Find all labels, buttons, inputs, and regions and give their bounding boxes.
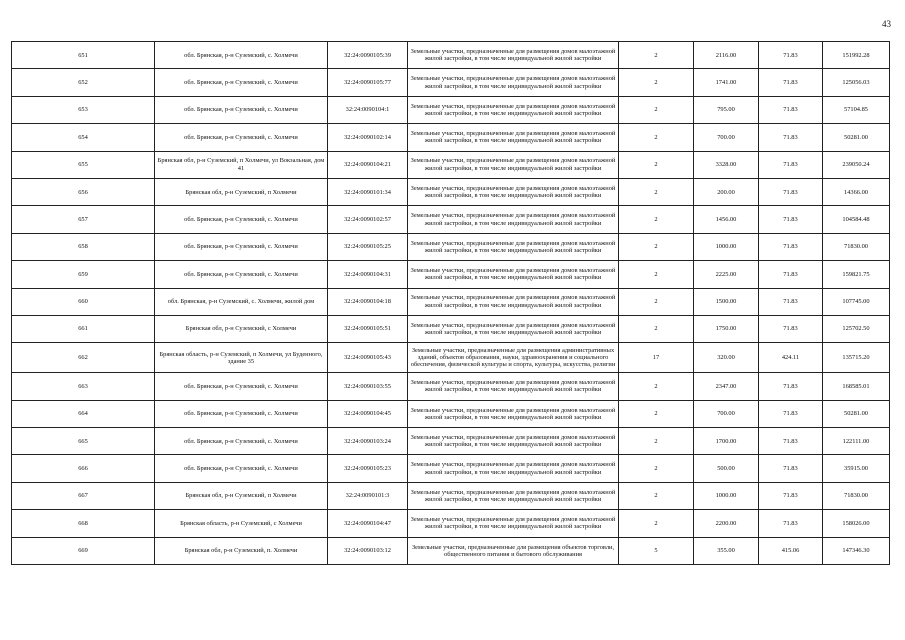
group-cell: 2	[619, 151, 694, 178]
group-cell: 2	[619, 233, 694, 260]
cadastral-value-cell: 107745.00	[823, 288, 890, 315]
row-number-cell: 668	[12, 510, 155, 537]
area-cell: 1456.00	[694, 206, 759, 233]
cadastral-value-cell: 14366.00	[823, 178, 890, 205]
group-cell: 2	[619, 315, 694, 342]
address-cell: Брянская область, р-н Суземский, с Холмечи	[155, 510, 328, 537]
row-number-cell: 653	[12, 96, 155, 123]
specific-value-cell: 71.83	[759, 124, 823, 151]
area-cell: 795.00	[694, 96, 759, 123]
area-cell: 2200.00	[694, 510, 759, 537]
address-cell: обл. Брянская, р-н Суземский, с. Холмечи	[155, 261, 328, 288]
group-cell: 2	[619, 69, 694, 96]
land-purpose-cell: Земельные участки, предназначенные для размещения домов малоэтажной жилой застройки, в том числе индивидуальной жилой застройки	[408, 233, 619, 260]
specific-value-cell: 71.83	[759, 510, 823, 537]
land-purpose-cell: Земельные участки, предназначенные для размещения домов малоэтажной жилой застройки, в том числе индивидуальной жилой застройки	[408, 151, 619, 178]
land-purpose-cell: Земельные участки, предназначенные для размещения домов малоэтажной жилой застройки, в том числе индивидуальной жилой застройки	[408, 206, 619, 233]
table-row	[12, 42, 890, 69]
specific-value-cell: 71.83	[759, 151, 823, 178]
land-purpose-cell: Земельные участки, предназначенные для размещения домов малоэтажной жилой застройки, в том числе индивидуальной жилой застройки	[408, 482, 619, 509]
table-row	[12, 428, 890, 455]
address-cell: Брянская обл, р-н Суземский, п. Холмечи	[155, 537, 328, 564]
address-cell: обл. Брянская, р-н Суземский, с. Холмечи	[155, 69, 328, 96]
group-cell: 2	[619, 288, 694, 315]
cadastral-value-cell: 71830.00	[823, 482, 890, 509]
address-cell: Брянская обл, р-н Суземский, п Холмечи	[155, 482, 328, 509]
cadastral-number-cell: 32:24:0090104:21	[328, 151, 408, 178]
table-row	[12, 343, 890, 373]
cadastral-value-cell: 239050.24	[823, 151, 890, 178]
group-cell: 2	[619, 428, 694, 455]
area-cell: 3328.00	[694, 151, 759, 178]
table-body	[12, 42, 890, 565]
cadastral-number-cell: 32:24:0090102:57	[328, 206, 408, 233]
area-cell: 2116.00	[694, 42, 759, 69]
table-row	[12, 400, 890, 427]
cadastral-value-cell: 135715.20	[823, 343, 890, 373]
cadastral-value-cell: 35915.00	[823, 455, 890, 482]
specific-value-cell: 424.11	[759, 343, 823, 373]
address-cell: Брянская обл, р-н Суземский, с Холмечи	[155, 315, 328, 342]
row-number-cell: 654	[12, 124, 155, 151]
row-number-cell: 662	[12, 343, 155, 373]
address-cell: Брянская область, р-н Суземский, п Холмечи, ул Буденного, здание 35	[155, 343, 328, 373]
area-cell: 1741.00	[694, 69, 759, 96]
group-cell: 2	[619, 400, 694, 427]
cadastral-number-cell: 32:24:0090104:45	[328, 400, 408, 427]
page-number: 43	[882, 19, 891, 29]
cadastral-number-cell: 32:24:0090103:24	[328, 428, 408, 455]
table-row	[12, 455, 890, 482]
land-purpose-cell: Земельные участки, предназначенные для размещения домов малоэтажной жилой застройки, в том числе индивидуальной жилой застройки	[408, 428, 619, 455]
cadastral-value-cell: 147346.30	[823, 537, 890, 564]
area-cell: 700.00	[694, 124, 759, 151]
row-number-cell: 655	[12, 151, 155, 178]
row-number-cell: 665	[12, 428, 155, 455]
land-purpose-cell: Земельные участки, предназначенные для размещения домов малоэтажной жилой застройки, в том числе индивидуальной жилой застройки	[408, 42, 619, 69]
cadastral-value-cell: 71830.00	[823, 233, 890, 260]
table-row	[12, 69, 890, 96]
specific-value-cell: 71.83	[759, 373, 823, 400]
cadastral-value-cell: 159821.75	[823, 261, 890, 288]
cadastral-number-cell: 32:24:0090105:23	[328, 455, 408, 482]
group-cell: 2	[619, 373, 694, 400]
land-purpose-cell: Земельные участки, предназначенные для размещения домов малоэтажной жилой застройки, в том числе индивидуальной жилой застройки	[408, 510, 619, 537]
group-cell: 2	[619, 124, 694, 151]
address-cell: обл. Брянская, р-н Суземский, с. Холмечи	[155, 455, 328, 482]
cadastral-number-cell: 32:24:0090105:51	[328, 315, 408, 342]
address-cell: обл. Брянская, р-н Суземский, с. Холмечи	[155, 96, 328, 123]
cadastral-number-cell: 32:24:0090103:12	[328, 537, 408, 564]
table-row	[12, 96, 890, 123]
cadastral-value-cell: 168585.01	[823, 373, 890, 400]
cadastral-value-table	[11, 41, 890, 565]
land-purpose-cell: Земельные участки, предназначенные для размещения домов малоэтажной жилой застройки, в том числе индивидуальной жилой застройки	[408, 178, 619, 205]
cadastral-value-cell: 104584.48	[823, 206, 890, 233]
table-row	[12, 261, 890, 288]
cadastral-value-cell: 125702.50	[823, 315, 890, 342]
cadastral-value-cell: 50281.00	[823, 124, 890, 151]
cadastral-number-cell: 32:24:0090105:43	[328, 343, 408, 373]
row-number-cell: 666	[12, 455, 155, 482]
cadastral-number-cell: 32:24:0090104:47	[328, 510, 408, 537]
table-row	[12, 482, 890, 509]
address-cell: Брянская обл, р-н Суземский, п Холмечи	[155, 178, 328, 205]
cadastral-number-cell: 32:24:0090105:77	[328, 69, 408, 96]
cadastral-value-cell: 158026.00	[823, 510, 890, 537]
address-cell: обл. Брянская, р-н Суземский, с. Холмечи	[155, 206, 328, 233]
table-row	[12, 537, 890, 564]
specific-value-cell: 415.06	[759, 537, 823, 564]
land-purpose-cell: Земельные участки, предназначенные для размещения домов малоэтажной жилой застройки, в том числе индивидуальной жилой застройки	[408, 96, 619, 123]
row-number-cell: 660	[12, 288, 155, 315]
area-cell: 320.00	[694, 343, 759, 373]
address-cell: обл. Брянская, р-н Суземский, с. Холмечи	[155, 233, 328, 260]
group-cell: 5	[619, 537, 694, 564]
table-row	[12, 151, 890, 178]
row-number-cell: 667	[12, 482, 155, 509]
area-cell: 355.00	[694, 537, 759, 564]
address-cell: обл. Брянская, р-н Суземский, с. Холмечи	[155, 373, 328, 400]
address-cell: Брянская обл, р-н Суземский, п Холмечи, ул Вокзальная, дом 41	[155, 151, 328, 178]
area-cell: 1750.00	[694, 315, 759, 342]
area-cell: 700.00	[694, 400, 759, 427]
table-row	[12, 206, 890, 233]
specific-value-cell: 71.83	[759, 315, 823, 342]
group-cell: 2	[619, 261, 694, 288]
cadastral-value-cell: 122111.00	[823, 428, 890, 455]
address-cell: обл. Брянская, р-н Суземский, с. Холмечи, жилой дом	[155, 288, 328, 315]
specific-value-cell: 71.83	[759, 96, 823, 123]
group-cell: 2	[619, 206, 694, 233]
area-cell: 2225.00	[694, 261, 759, 288]
cadastral-number-cell: 32:24:0090104:18	[328, 288, 408, 315]
cadastral-number-cell: 32:24:0090104:1	[328, 96, 408, 123]
address-cell: обл. Брянская, р-н Суземский, с. Холмечи	[155, 124, 328, 151]
table-row	[12, 510, 890, 537]
table-row	[12, 373, 890, 400]
cadastral-number-cell: 32:24:0090101:3	[328, 482, 408, 509]
area-cell: 1000.00	[694, 482, 759, 509]
row-number-cell: 664	[12, 400, 155, 427]
specific-value-cell: 71.83	[759, 233, 823, 260]
area-cell: 200.00	[694, 178, 759, 205]
area-cell: 1500.00	[694, 288, 759, 315]
row-number-cell: 663	[12, 373, 155, 400]
specific-value-cell: 71.83	[759, 400, 823, 427]
cadastral-value-cell: 125056.03	[823, 69, 890, 96]
row-number-cell: 659	[12, 261, 155, 288]
cadastral-number-cell: 32:24:0090102:14	[328, 124, 408, 151]
address-cell: обл. Брянская, р-н Суземский, с. Холмечи	[155, 428, 328, 455]
specific-value-cell: 71.83	[759, 206, 823, 233]
table-row	[12, 315, 890, 342]
row-number-cell: 657	[12, 206, 155, 233]
group-cell: 2	[619, 96, 694, 123]
specific-value-cell: 71.83	[759, 42, 823, 69]
row-number-cell: 661	[12, 315, 155, 342]
address-cell: обл. Брянская, р-н Суземский, с. Холмечи	[155, 42, 328, 69]
address-cell: обл. Брянская, р-н Суземский, с. Холмечи	[155, 400, 328, 427]
land-purpose-cell: Земельные участки, предназначенные для размещения домов малоэтажной жилой застройки, в том числе индивидуальной жилой застройки	[408, 261, 619, 288]
specific-value-cell: 71.83	[759, 69, 823, 96]
specific-value-cell: 71.83	[759, 288, 823, 315]
area-cell: 500.00	[694, 455, 759, 482]
group-cell: 2	[619, 178, 694, 205]
group-cell: 2	[619, 510, 694, 537]
cadastral-value-cell: 57104.85	[823, 96, 890, 123]
specific-value-cell: 71.83	[759, 178, 823, 205]
row-number-cell: 651	[12, 42, 155, 69]
cadastral-number-cell: 32:24:0090101:34	[328, 178, 408, 205]
specific-value-cell: 71.83	[759, 428, 823, 455]
cadastral-value-cell: 151992.28	[823, 42, 890, 69]
land-purpose-cell: Земельные участки, предназначенные для размещения домов малоэтажной жилой застройки, в том числе индивидуальной жилой застройки	[408, 315, 619, 342]
land-purpose-cell: Земельные участки, предназначенные для размещения административных зданий, объектов образования, науки, здравоохранения и социального обеспечения, физической культуры и спорта, культуры, искусства, религии	[408, 343, 619, 373]
cadastral-number-cell: 32:24:0090105:25	[328, 233, 408, 260]
land-purpose-cell: Земельные участки, предназначенные для размещения домов малоэтажной жилой застройки, в том числе индивидуальной жилой застройки	[408, 373, 619, 400]
specific-value-cell: 71.83	[759, 261, 823, 288]
area-cell: 1000.00	[694, 233, 759, 260]
row-number-cell: 652	[12, 69, 155, 96]
specific-value-cell: 71.83	[759, 482, 823, 509]
area-cell: 2347.00	[694, 373, 759, 400]
specific-value-cell: 71.83	[759, 455, 823, 482]
cadastral-number-cell: 32:24:0090103:55	[328, 373, 408, 400]
land-purpose-cell: Земельные участки, предназначенные для размещения домов малоэтажной жилой застройки, в том числе индивидуальной жилой застройки	[408, 455, 619, 482]
land-purpose-cell: Земельные участки, предназначенные для размещения домов малоэтажной жилой застройки, в том числе индивидуальной жилой застройки	[408, 400, 619, 427]
land-purpose-cell: Земельные участки, предназначенные для размещения домов малоэтажной жилой застройки, в том числе индивидуальной жилой застройки	[408, 69, 619, 96]
group-cell: 17	[619, 343, 694, 373]
table-row	[12, 124, 890, 151]
row-number-cell: 656	[12, 178, 155, 205]
cadastral-number-cell: 32:24:0090104:31	[328, 261, 408, 288]
cadastral-value-cell: 50281.00	[823, 400, 890, 427]
table-row	[12, 233, 890, 260]
group-cell: 2	[619, 455, 694, 482]
table-row	[12, 288, 890, 315]
cadastral-number-cell: 32:24:0090105:39	[328, 42, 408, 69]
row-number-cell: 658	[12, 233, 155, 260]
group-cell: 2	[619, 42, 694, 69]
group-cell: 2	[619, 482, 694, 509]
row-number-cell: 669	[12, 537, 155, 564]
land-purpose-cell: Земельные участки, предназначенные для размещения объектов торговли, общественного питания и бытового обслуживания	[408, 537, 619, 564]
area-cell: 1700.00	[694, 428, 759, 455]
land-purpose-cell: Земельные участки, предназначенные для размещения домов малоэтажной жилой застройки, в том числе индивидуальной жилой застройки	[408, 124, 619, 151]
table-row	[12, 178, 890, 205]
land-purpose-cell: Земельные участки, предназначенные для размещения домов малоэтажной жилой застройки, в том числе индивидуальной жилой застройки	[408, 288, 619, 315]
